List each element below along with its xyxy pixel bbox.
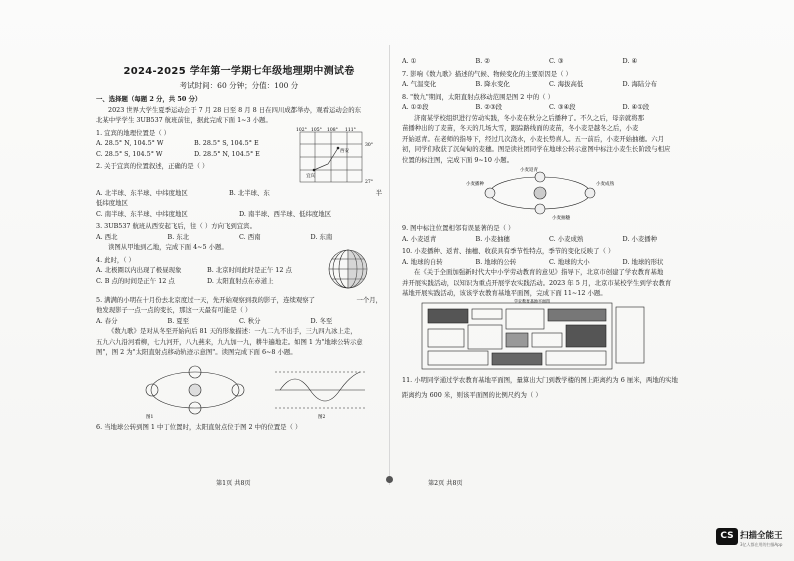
q1-option-c[interactable]: C. 28.5° S, 104.5° W	[96, 149, 163, 158]
q2-options-row1	[96, 188, 382, 199]
orbit-figure-1	[140, 360, 260, 420]
q10-option-c[interactable]: C. 地球的大小	[549, 257, 590, 266]
q1-option-a[interactable]: A. 28.5° N, 104.5° W	[96, 139, 164, 147]
lat-label-1: 30°	[365, 142, 373, 148]
passage2-line-3: 基地开展实践活动，该该学农教育基地平面图，完成下面 11~12 小题。	[402, 289, 607, 297]
q5-options	[96, 316, 382, 327]
question-6: 6. 当地球公转到图 1 中丁位置时，太阳直射点位于图 2 中的位置是（ ）	[96, 422, 302, 431]
q2-tail: 半	[375, 188, 382, 197]
q7-option-c[interactable]: C. 海拔高低	[549, 80, 584, 88]
page-number-right: 第2页 共8页	[428, 480, 463, 487]
q3-options	[96, 232, 382, 243]
q4-option-c[interactable]: C. B 点的时间是正午 12 点	[96, 276, 175, 285]
question-3: 3. 3UB537 航班从西安起飞后，往（ ）方向飞到宜宾。	[96, 222, 256, 230]
q6-option-c[interactable]: C. ③	[549, 57, 564, 65]
exam-subtitle: 考试时间：60 分钟；分值：100 分	[179, 81, 299, 90]
question-8: 8. "数九"期间，太阳直射点移动范围是图 2 中的（ ）	[402, 92, 554, 101]
lon-label-2: 105°	[311, 127, 322, 133]
passage-line-3: 开始返青。在老师的指导下，经过几次浇水，小麦长势喜人。五一前后，小麦开始抽穗。六月	[402, 134, 665, 143]
intro-line-1: 2023 世界大学生夏季运动会于 7 月 28 日至 8 月 8 日在四川成都举办，观看运动会的东	[108, 105, 361, 114]
lon-label-1: 102°	[296, 127, 307, 133]
q4-option-d[interactable]: D. 太阳直射点在赤道上	[207, 276, 274, 285]
left-column	[96, 94, 382, 521]
q2-option-b-cont: 低纬度地区	[96, 199, 128, 207]
question-5-row	[96, 295, 382, 306]
q7-option-b[interactable]: B. 降水变化	[475, 80, 510, 88]
lat-label-2: 27°	[365, 179, 373, 185]
fig2-label: 图2	[318, 414, 326, 420]
q3-option-a[interactable]: A. 西北	[96, 232, 118, 241]
q7-options	[402, 79, 696, 90]
q3-option-c[interactable]: C. 西南	[239, 232, 261, 241]
page-fold	[389, 45, 390, 485]
q10-options	[402, 257, 696, 268]
sun-path-svg	[270, 360, 370, 420]
q2-options-row2	[96, 209, 382, 220]
question-5: 5. 满满的小明在十月份去北京度过一天，先开始观察到我的影子，连续观察了	[96, 295, 316, 304]
wheat-label-a: 小麦返青	[520, 168, 538, 173]
q6-option-d[interactable]: D. ④	[622, 57, 638, 65]
q8-option-a[interactable]: A. ①②段	[402, 103, 429, 111]
q5-option-b[interactable]: B. 夏至	[167, 316, 190, 325]
q5-tail: 一个月，	[356, 295, 382, 304]
q1-options-row1	[96, 138, 292, 149]
wheat-label-d: 小麦抽穗	[552, 216, 570, 221]
lon-label-3: 108°	[327, 127, 338, 133]
passage2-line-1: 在《关于全面加强新时代大中小学劳动教育的意见》指导下，北京市创建了学农教育基地	[414, 268, 664, 276]
q7-option-a[interactable]: A. 气温变化	[402, 80, 437, 88]
wheat-orbit-figure	[402, 165, 696, 221]
passage-line-2: 苗播种出的了麦苗，冬天的几场大雪，跟踪路线面的麦苗，冬小麦是越冬之后，小麦	[402, 124, 639, 132]
q3-option-b[interactable]: B. 东北	[167, 232, 190, 241]
city-dot-yibin	[313, 168, 316, 171]
q10-option-a[interactable]: A. 地球的自转	[402, 257, 443, 266]
question-1: 1. 宜宾的地理位置是（ ）	[96, 128, 171, 137]
orbit-svg-1	[140, 360, 260, 420]
farm-base-plan	[402, 299, 696, 373]
city-label-xian: 西安	[340, 148, 349, 154]
city-dot-xian	[337, 146, 340, 149]
passage-line-5: 位置的标注图，完成下面 9~10 小题。	[402, 155, 514, 164]
passage-line-4: 初，同学们收获了沉甸甸的麦穗。图是读社团同学在地球公转示意图中标注小麦生长阶段与相应	[402, 145, 671, 153]
q6-option-b[interactable]: B. ②	[475, 57, 490, 65]
q7-option-d[interactable]: D. 海陆分布	[622, 80, 658, 88]
exam-title: 2024-2025 学年第一学期七年级地理期中测试卷	[123, 66, 355, 77]
q8-option-d[interactable]: D. ④①段	[622, 103, 650, 111]
q9-option-d[interactable]: D. 小麦播种	[622, 234, 658, 243]
q2-option-a[interactable]: A. 北半球、东半球、中纬度地区	[96, 188, 188, 197]
globe-figure	[318, 253, 378, 293]
q4-option-a[interactable]: A. 北极圈以内出现了极昼现象	[96, 266, 182, 274]
q5-option-d[interactable]: D. 冬至	[310, 316, 333, 325]
q3-tail: 读图从甲地到乙地，完成下面 4~5 小题。	[108, 243, 228, 251]
q9-option-c[interactable]: C. 小麦成熟	[549, 234, 584, 243]
question-9: 9. 图中标注位置相邻有误显著的是（ ）	[402, 224, 515, 232]
globe-svg	[318, 247, 378, 291]
q8-option-b[interactable]: B. ②③段	[475, 103, 503, 111]
passage2-line-2: 并开展实践活动，以知识为重点开展学农实践活动。2023 年 5 月，北京市某校学生到学农教育	[402, 278, 672, 287]
camscanner-tagline: 3亿人都在用的扫描App	[740, 542, 783, 547]
intro-line-2: 北某中学学生 3UB537 航班前往，据此完成下面 1~3 小题。	[96, 116, 272, 124]
city-label-yibin: 宜宾	[306, 173, 315, 179]
q1-options-row2	[96, 149, 292, 160]
farm-plan-svg	[402, 299, 696, 373]
q3-option-d[interactable]: D. 东南	[310, 232, 333, 241]
q8-options	[402, 102, 696, 113]
q4-options-row2	[96, 276, 318, 287]
poem-line-2: 五九六九沿河看柳，七九河开，八九燕来，九九加一九，耕牛遍地走。如图 1 为"地球公转示意	[96, 337, 363, 346]
right-column	[402, 56, 696, 521]
q1-option-b[interactable]: B. 28.5° S, 104.5° E	[194, 139, 259, 147]
q5-option-a[interactable]: A. 春分	[96, 316, 118, 325]
q1-option-d[interactable]: D. 28.5° N, 104.5° E	[194, 149, 260, 158]
camscanner-name: 扫描全能王	[740, 531, 783, 541]
wheat-label-c: 小麦成熟	[596, 182, 614, 187]
q8-option-c[interactable]: C. ③④段	[549, 103, 576, 111]
poem-line-3: 图"，图 2 为"太阳直射点移动轨迹示意图"。读图完成下面 6~8 小题。	[96, 348, 297, 356]
section-heading: 一、选择题（每题 2 分，共 50 分）	[96, 95, 202, 103]
q4-options-row1	[96, 265, 318, 276]
wheat-label-b: 小麦播种	[466, 182, 484, 187]
passage-line-1: 济南某学校组织进行劳动实践，冬小麦在秋分之后播种了。不久之后，母亲就将那	[414, 113, 645, 122]
q5-option-c[interactable]: C. 秋分	[239, 316, 261, 325]
question-7: 7. 影响《数九歌》描述的气候、物候变化的主要原因是（ ）	[402, 69, 572, 78]
fig1-label: 图1	[146, 414, 154, 420]
q2-option-d[interactable]: D. 南半球、西半球、低纬度地区	[239, 209, 332, 218]
page-number-left: 第1页 共8页	[216, 480, 251, 487]
q9-options	[402, 234, 696, 245]
question-5-line2: 他发现影子一点一点的变长，那这一天最有可能是（ ）	[96, 306, 252, 314]
question-4: 4. 此时，（ ）	[96, 255, 135, 264]
question-11: 11. 小明同学通过学农教育基地平面图，量算出大门到教学楼的图上距离约为 6 厘米，两地的实地	[402, 375, 678, 384]
q6-options	[402, 56, 696, 67]
sun-path-figure-2	[270, 360, 370, 420]
q10-option-d[interactable]: D. 地球的形状	[622, 257, 664, 266]
q2-option-b[interactable]: B. 北半球、东	[229, 188, 270, 197]
question-11-line2: 距离约为 600 米，则该平面图的比例尺约为（ ）	[402, 391, 542, 399]
q9-option-a[interactable]: A. 小麦返青	[402, 234, 437, 243]
binding-hole	[386, 476, 393, 483]
q9-option-b[interactable]: B. 小麦抽穗	[475, 234, 510, 243]
poem-line-1: 《数九歌》是对从冬至开始向后 81 天的形象描述：一九二九不出手，三九四九冰上走，	[108, 327, 357, 335]
flight-route-map	[292, 126, 382, 188]
plan-title: 学农教育基地平面图	[514, 298, 550, 304]
question-2: 2. 关于宜宾的位置叙述，正确的是（ ）	[96, 162, 209, 170]
lon-label-4: 111°	[345, 127, 356, 133]
q4-option-b[interactable]: B. 北京时间此时是正午 12 点	[207, 266, 292, 274]
q6-option-a[interactable]: A. ①	[402, 57, 417, 65]
camscanner-logo: CS	[716, 528, 738, 545]
map-svg	[292, 126, 382, 188]
q2-option-c[interactable]: C. 南半球、东半球、中纬度地区	[96, 209, 188, 218]
wheat-orbit-svg	[402, 165, 696, 221]
q10-option-b[interactable]: B. 地球的公转	[475, 257, 517, 266]
question-10: 10. 小麦播种、返青、抽穗、收获具有季节性特点，季节的变化反映了（ ）	[402, 247, 615, 255]
